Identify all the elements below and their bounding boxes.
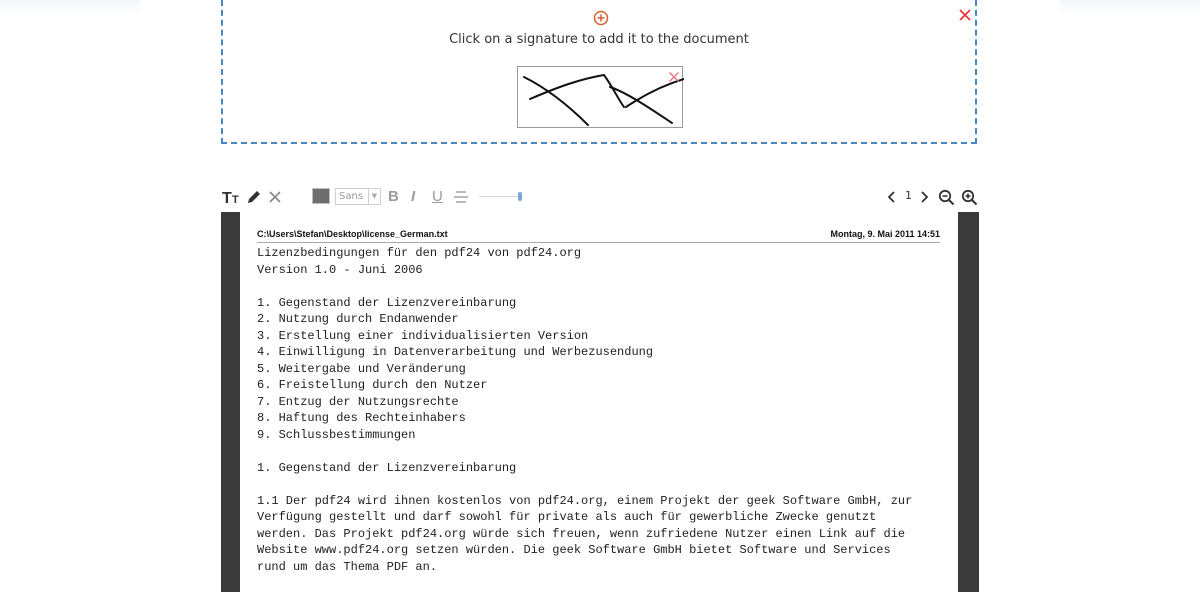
document-viewer[interactable] [221,212,979,592]
page-number: 1 [905,189,912,202]
document-line: Version 1.0 - Juni 2006 [257,262,423,277]
document-line: 1. Gegenstand der Lizenzvereinbarung [257,295,517,310]
zoom-out-icon[interactable] [937,187,955,207]
close-icon[interactable] [958,7,972,21]
saved-signature[interactable] [517,66,683,128]
document-line: Website www.pdf24.org setzen würden. Die geek Software GmbH bietet Software und Services [257,543,891,557]
underline-button[interactable]: U [432,188,443,205]
text-size-icon[interactable] [222,187,244,207]
editor-toolbar [221,184,979,210]
signature-drawing [518,67,684,129]
document-line [257,443,947,460]
bold-button[interactable]: B [388,188,399,205]
chevron-right-icon[interactable] [918,187,930,207]
font-select[interactable] [335,188,381,205]
document-body [257,245,947,575]
close-icon[interactable] [668,68,680,80]
top-right-shade [1060,0,1200,14]
pen-icon[interactable] [245,187,263,207]
document-line: 1. Gegenstand der Lizenzvereinbarung [257,460,517,475]
chevron-left-icon[interactable] [886,187,898,207]
document-line: rund um das Thema PDF an. [257,559,438,574]
zoom-in-icon[interactable] [960,187,978,207]
document-line: 2. Nutzung durch Endanwender [257,312,459,326]
document-path: C:\Users\Stefan\Desktop\license_German.txt [257,229,448,239]
document-line: 1.1 Der pdf24 wird ihnen kostenlos von pdf24.org, einem Projekt der geek Software GmbH, zur [257,493,913,508]
document-header [257,229,940,243]
document-date: Montag, 9. Mai 2011 14:51 [830,229,940,239]
document-line [257,476,947,493]
document-line: Lizenzbedingungen für den pdf24 von pdf24.org [257,246,582,260]
plus-circle-icon[interactable] [593,10,609,26]
document-line: 6. Freistellung durch den Nutzer [257,378,488,392]
document-line: werden. Das Projekt pdf24.org würde sich freuen, wenn zufriedene Nutzer einen Link auf die [257,526,906,541]
size-slider-track[interactable] [479,196,519,197]
signature-instruction: Click on a signature to add it to the document [449,32,749,47]
top-left-shade [0,0,140,14]
document-line: 5. Weitergabe und Veränderung [257,361,466,376]
italic-button[interactable]: I [411,188,416,205]
strikethrough-icon[interactable] [452,187,470,207]
svg-text:T: T [222,190,232,205]
document-line: 9. Schlussbestimmungen [257,427,416,442]
font-select-value: Sans [339,191,364,202]
color-swatch[interactable] [312,188,330,204]
svg-text:T: T [232,194,239,205]
document-line: Verfügung gestellt und darf sowohl für private als auch für gewerbliche Zwecke genutzt [257,510,877,524]
chevron-down-icon: ▼ [368,189,380,204]
close-icon[interactable] [267,187,283,207]
signature-panel [221,0,977,144]
document-line: 4. Einwilligung in Datenverarbeitung und Werbezusendung [257,345,654,359]
document-page[interactable] [240,212,958,592]
document-line: 7. Entzug der Nutzungsrechte [257,394,459,409]
document-line: 3. Erstellung einer individualisierten Version [257,328,589,343]
document-line: 8. Haftung des Rechteinhabers [257,411,466,425]
document-line [257,278,947,295]
size-slider-handle[interactable] [518,192,522,201]
